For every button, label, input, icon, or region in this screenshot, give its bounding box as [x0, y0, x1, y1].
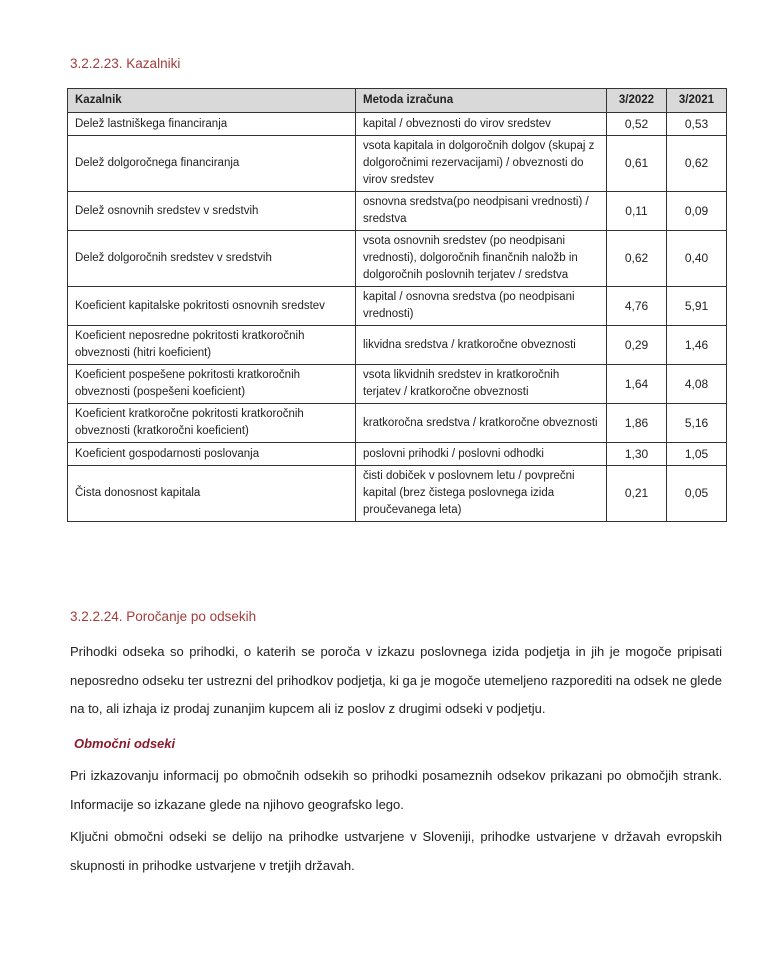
indicator-name: Koeficient pospešene pokritosti kratkoročnih obveznosti (pospešeni koeficient) — [68, 365, 356, 404]
value-2022: 0,21 — [607, 466, 667, 522]
table-row — [68, 326, 727, 365]
value-2021: 5,16 — [667, 404, 727, 443]
value-2021: 1,46 — [667, 326, 727, 365]
indicator-name: Koeficient neposredne pokritosti kratkoročnih obveznosti (hitri koeficient) — [68, 326, 356, 365]
value-2022: 0,61 — [607, 136, 667, 192]
subheading-obmocni-odseki: Območni odseki — [74, 736, 176, 751]
column-header-metoda: Metoda izračuna — [356, 89, 607, 113]
calculation-method: osnovna sredstva(po neodpisani vrednosti) / sredstva — [356, 192, 607, 231]
indicator-name: Delež dolgoročnih sredstev v sredstvih — [68, 231, 356, 287]
table-row — [68, 231, 727, 287]
indicator-name: Čista donosnost kapitala — [68, 466, 356, 522]
value-2021: 4,08 — [667, 365, 727, 404]
value-2022: 0,52 — [607, 113, 667, 136]
calculation-method: likvidna sredstva / kratkoročne obveznosti — [356, 326, 607, 365]
calculation-method: vsota likvidnih sredstev in kratkoročnih terjatev / kratkoročne obveznosti — [356, 365, 607, 404]
paragraph-key-regions: Ključni območni odseki se delijo na prihodke ustvarjene v Sloveniji, prihodke ustvarjene v državah evropskih skupnosti in prihodke ustvarjene v tretjih državah. — [70, 829, 722, 873]
column-header-kazalnik: Kazalnik — [68, 89, 356, 113]
calculation-method: vsota kapitala in dolgoročnih dolgov (skupaj z dolgoročnimi rezervacijami) / obveznosti do virov sredstev — [356, 136, 607, 192]
table-row — [68, 113, 727, 136]
calculation-method: kratkoročna sredstva / kratkoročne obveznosti — [356, 404, 607, 443]
value-2021: 0,40 — [667, 231, 727, 287]
value-2021: 1,05 — [667, 443, 727, 466]
paragraph-regional-info: Pri izkazovanju informacij po območnih odsekih so prihodki posameznih odsekov prikazani po območjih strank. Informacije so izkazane glede na njihovo geografsko lego. — [70, 768, 722, 812]
calculation-method: vsota osnovnih sredstev (po neodpisani vrednosti), dolgoročnih finančnih naložb in dolgoročnih poslovnih terjatev / sredstva — [356, 231, 607, 287]
value-2021: 0,62 — [667, 136, 727, 192]
indicator-name: Delež lastniškega financiranja — [68, 113, 356, 136]
table-row — [68, 192, 727, 231]
indicators-table — [67, 88, 727, 522]
section-heading-porocanje: 3.2.2.24. Poročanje po odsekih — [70, 609, 257, 624]
indicator-name: Delež dolgoročnega financiranja — [68, 136, 356, 192]
column-header-2021: 3/2021 — [667, 89, 727, 113]
column-header-2022: 3/2022 — [607, 89, 667, 113]
value-2021: 0,53 — [667, 113, 727, 136]
table-row — [68, 404, 727, 443]
table-row — [68, 287, 727, 326]
table-header-row — [68, 89, 727, 113]
table-row — [68, 466, 727, 522]
value-2022: 1,64 — [607, 365, 667, 404]
calculation-method: kapital / osnovna sredstva (po neodpisani vrednosti) — [356, 287, 607, 326]
calculation-method: kapital / obveznosti do virov sredstev — [356, 113, 607, 136]
value-2021: 5,91 — [667, 287, 727, 326]
section-heading-kazalniki: 3.2.2.23. Kazalniki — [70, 56, 181, 71]
indicator-name: Koeficient kapitalske pokritosti osnovnih sredstev — [68, 287, 356, 326]
value-2022: 0,62 — [607, 231, 667, 287]
table-row — [68, 443, 727, 466]
value-2021: 0,05 — [667, 466, 727, 522]
indicator-name: Delež osnovnih sredstev v sredstvih — [68, 192, 356, 231]
indicator-name: Koeficient gospodarnosti poslovanja — [68, 443, 356, 466]
value-2021: 0,09 — [667, 192, 727, 231]
value-2022: 4,76 — [607, 287, 667, 326]
value-2022: 1,30 — [607, 443, 667, 466]
paragraph-segment-revenue: Prihodki odseka so prihodki, o katerih se poroča v izkazu poslovnega izida podjetja in jih je mogoče pripisati neposredno odseku ter ustrezni del prihodkov podjetja, ki ga je mogoče utemeljeno razporediti na odsek ne glede na to, ali izhaja iz prodaj zunanjim kupcem ali iz poslov z drugimi odseki v podjetju. — [70, 644, 722, 716]
calculation-method: poslovni prihodki / poslovni odhodki — [356, 443, 607, 466]
value-2022: 0,29 — [607, 326, 667, 365]
value-2022: 0,11 — [607, 192, 667, 231]
value-2022: 1,86 — [607, 404, 667, 443]
table-row — [68, 365, 727, 404]
calculation-method: čisti dobiček v poslovnem letu / povprečni kapital (brez čistega poslovnega izida proučevanega leta) — [356, 466, 607, 522]
indicator-name: Koeficient kratkoročne pokritosti kratkoročnih obveznosti (kratkoročni koeficient) — [68, 404, 356, 443]
table-row — [68, 136, 727, 192]
